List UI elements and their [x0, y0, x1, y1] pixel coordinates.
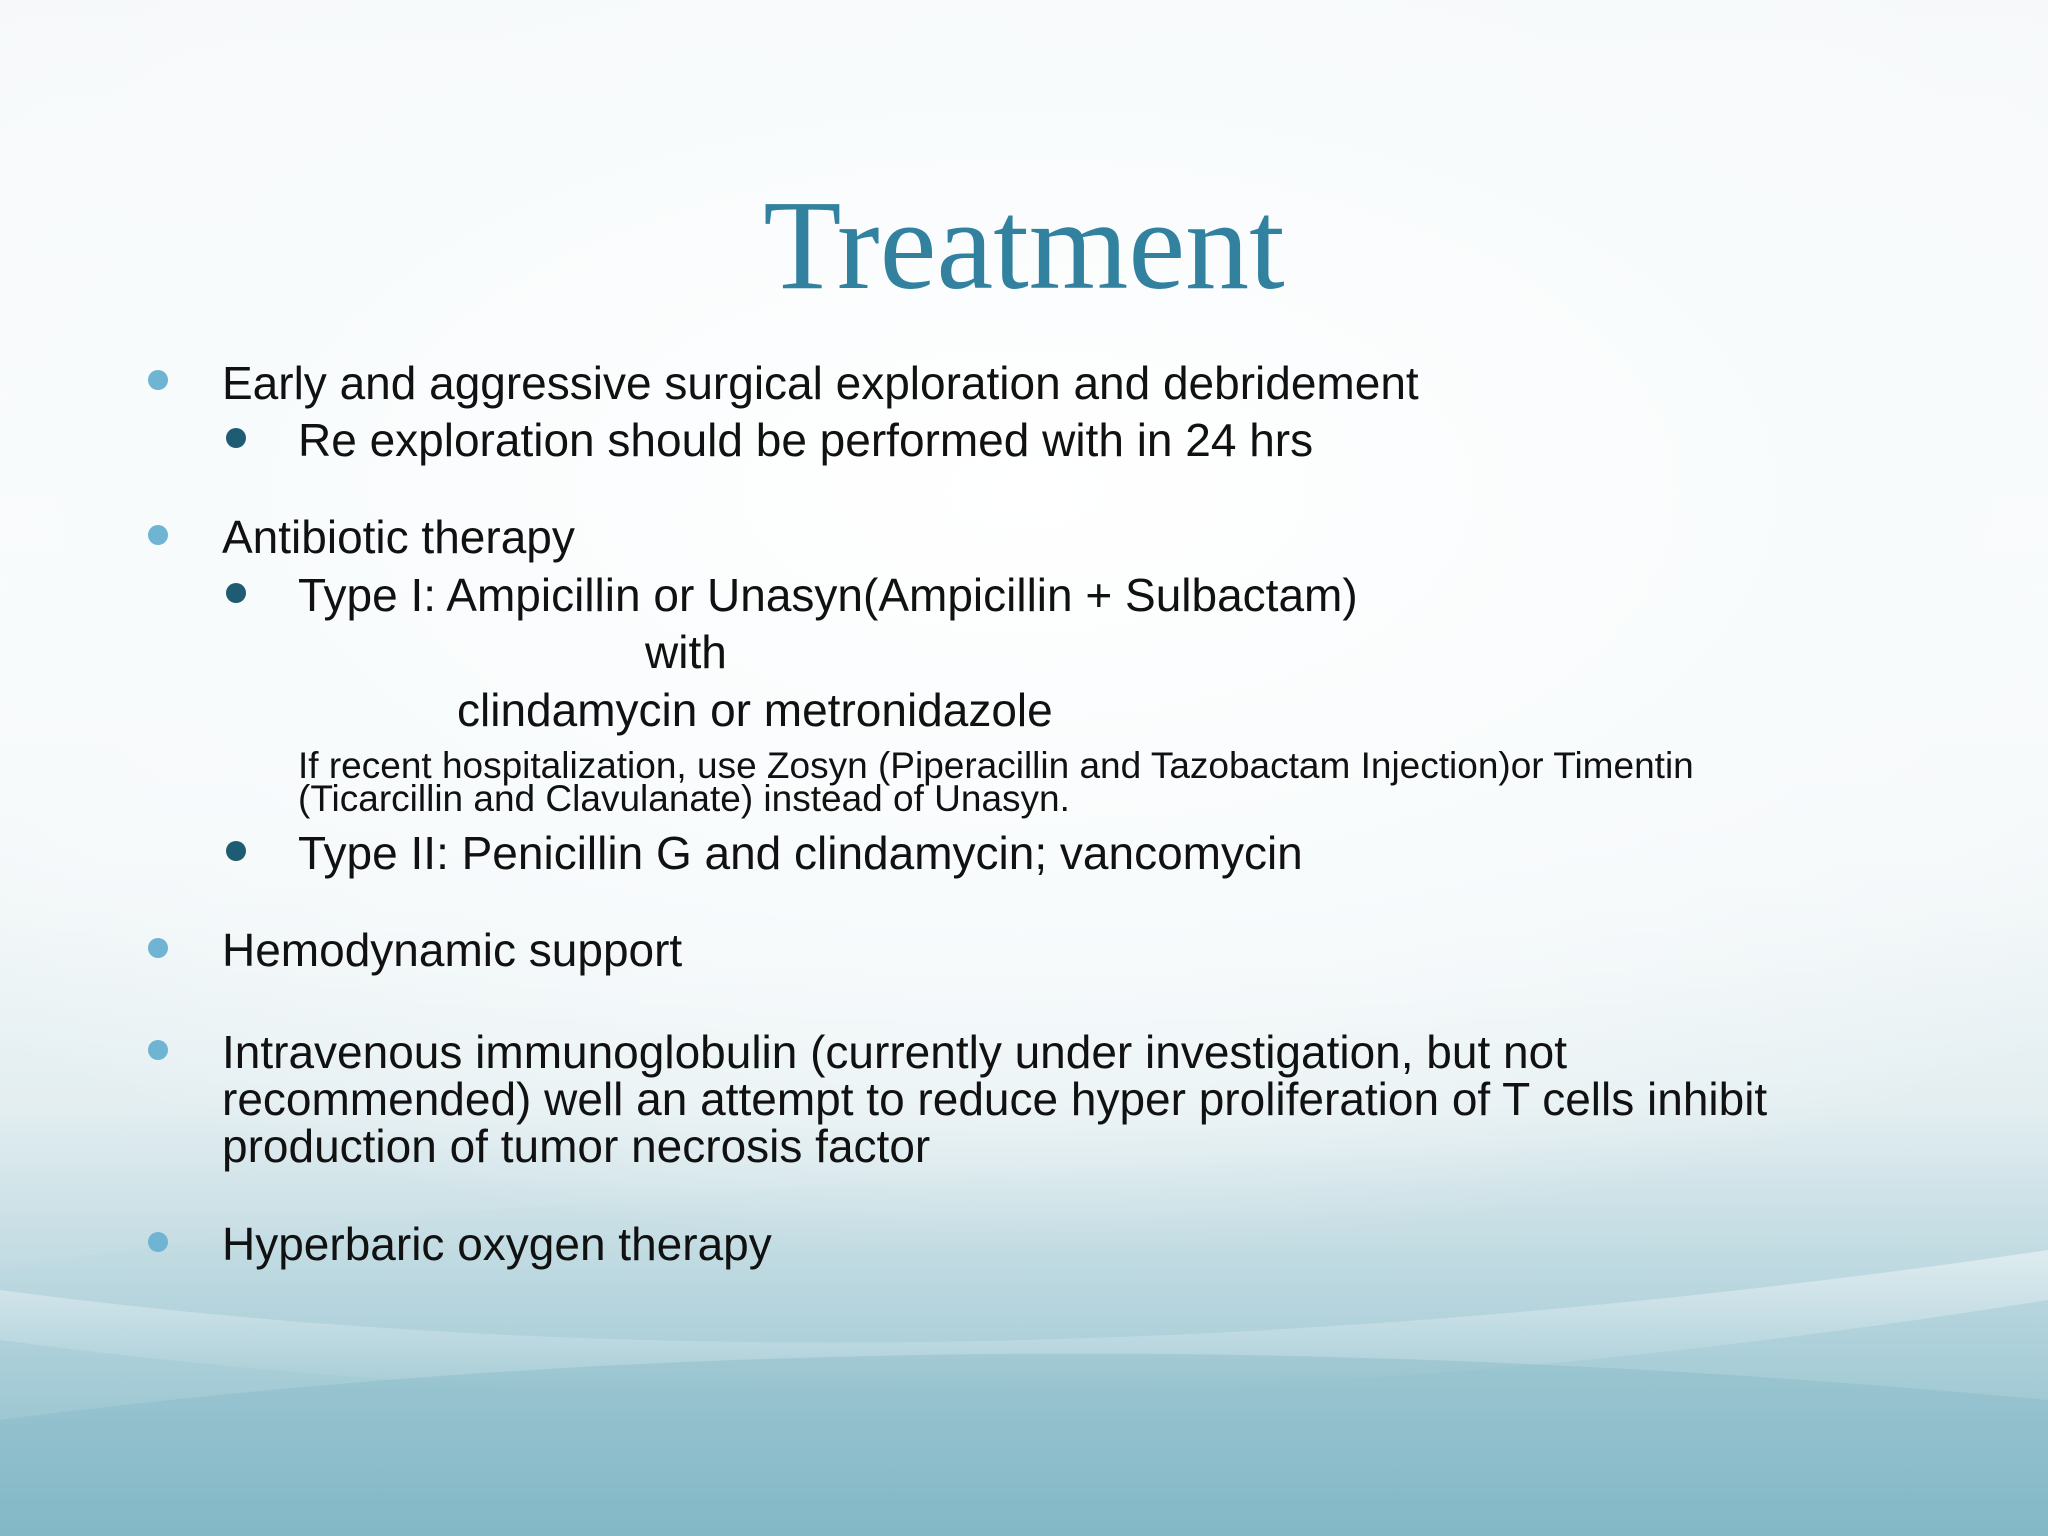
bullet-dot: [148, 938, 168, 958]
type1-alternatives: clindamycin or metronidazole: [457, 684, 1053, 736]
bullet-dot: [148, 370, 168, 390]
bullet-dot: [148, 1232, 168, 1252]
bullet-antibiotic: Antibiotic therapy: [222, 511, 575, 563]
bullet-hemodynamic: Hemodynamic support: [222, 924, 683, 976]
bullet-hyperbaric: Hyperbaric oxygen therapy: [222, 1218, 772, 1270]
sub-bullet-type2: Type II: Penicillin G and clindamycin; vancomycin: [298, 827, 1303, 879]
sub-bullet-type1: Type I: Ampicillin or Unasyn(Ampicillin + Sulbactam): [298, 569, 1358, 621]
sub-bullet-dot: [226, 428, 246, 448]
slide-title: Treatment: [763, 174, 1285, 316]
bullet-dot: [148, 1040, 168, 1060]
sub-bullet-dot: [226, 841, 246, 861]
sub-bullet-dot: [226, 583, 246, 603]
bullet-dot: [148, 525, 168, 545]
bullet-ivig-line3: production of tumor necrosis factor: [222, 1120, 931, 1172]
type1-with: with: [645, 626, 727, 678]
bullet-ivig-line1: Intravenous immunoglobulin (currently under investigation, but not: [222, 1026, 1567, 1078]
hospitalization-note-line2: (Ticarcillin and Clavulanate) instead of Unasyn.: [298, 778, 1070, 819]
sub-bullet-reexploration: Re exploration should be performed with in 24 hrs: [298, 414, 1314, 466]
bullet-surgery: Early and aggressive surgical exploration and debridement: [222, 357, 1419, 409]
hospitalization-note-line1: If recent hospitalization, use Zosyn (Piperacillin and Tazobactam Injection)or Timentin: [298, 745, 1694, 786]
bullet-ivig-line2: recommended) well an attempt to reduce hyper proliferation of T cells inhibit: [222, 1073, 1768, 1125]
